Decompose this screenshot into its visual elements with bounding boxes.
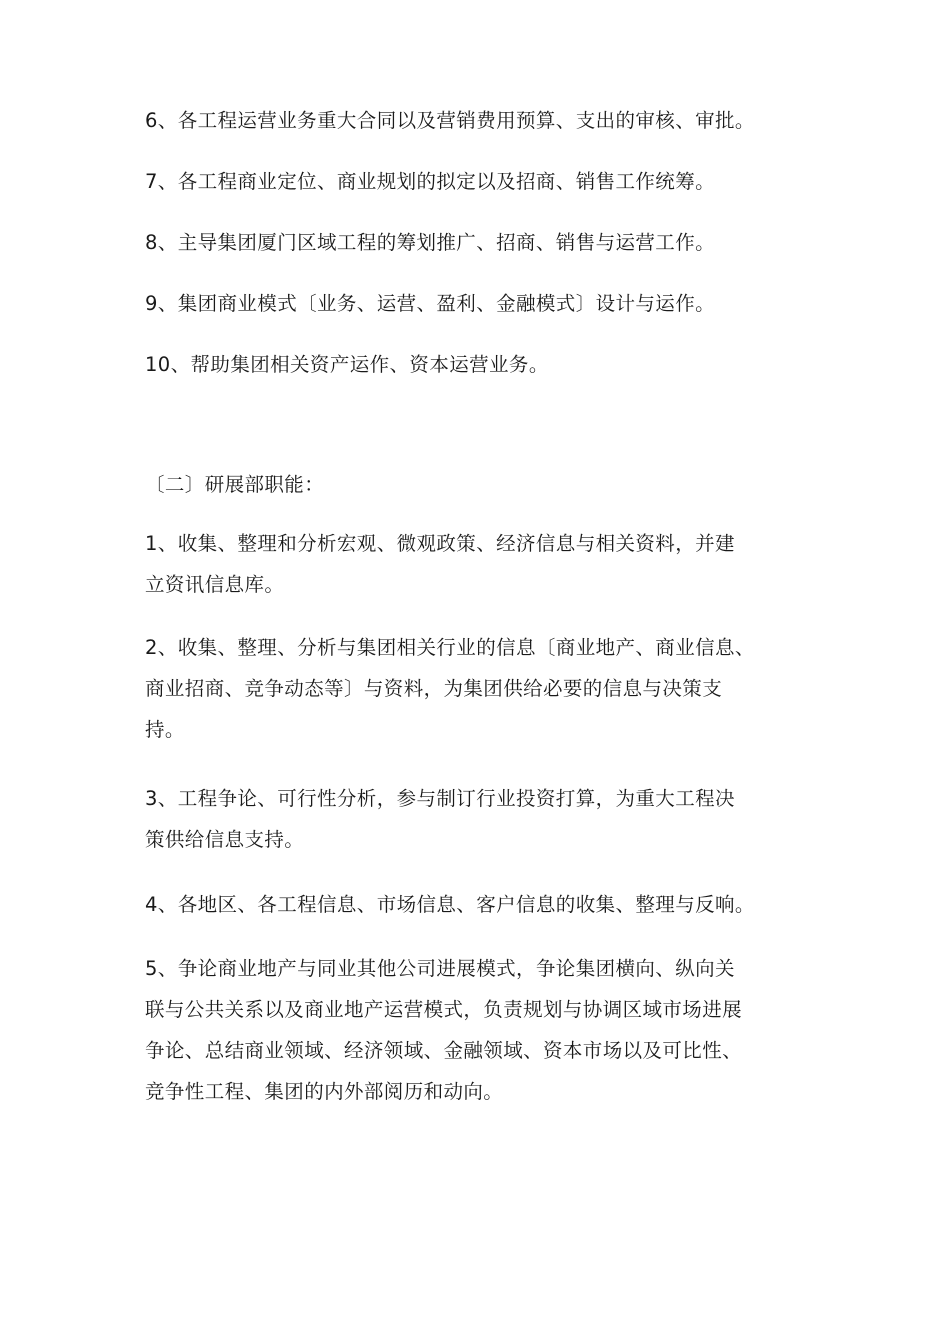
paragraph-line: 10、帮助集团相关资产运作、资本运营业务。	[145, 353, 549, 376]
paragraph-line: 7、各工程商业定位、商业规划的拟定以及招商、销售工作统筹。	[145, 170, 716, 193]
paragraph-line: 持。	[145, 718, 185, 741]
paragraph-line: 8、主导集团厦门区域工程的筹划推广、招商、销售与运营工作。	[145, 231, 716, 254]
list-item	[145, 627, 815, 750]
list-item	[145, 778, 815, 860]
section-heading	[145, 464, 815, 505]
list-item	[145, 222, 815, 263]
paragraph-line: 竞争性工程、集团的内外部阅历和动向。	[145, 1080, 504, 1103]
list-item	[145, 948, 815, 1112]
section-heading-text: 〔二〕研展部职能：	[145, 473, 325, 496]
paragraph-line: 商业招商、竞争动态等〕与资料，为集团供给必要的信息与决策支	[145, 677, 723, 700]
list-item	[145, 884, 815, 925]
paragraph-line: 策供给信息支持。	[145, 828, 305, 851]
paragraph-line: 2、收集、整理、分析与集团相关行业的信息〔商业地产、商业信息、	[145, 636, 755, 659]
paragraph-line: 5、争论商业地产与同业其他公司进展模式，争论集团横向、纵向关	[145, 957, 735, 980]
paragraph-line: 6、各工程运营业务重大合同以及营销费用预算、支出的审核、审批。	[145, 109, 755, 132]
paragraph-line: 1、收集、整理和分析宏观、微观政策、经济信息与相关资料，并建	[145, 532, 735, 555]
list-item	[145, 161, 815, 202]
list-item	[145, 100, 815, 141]
paragraph-line: 争论、总结商业领域、经济领域、金融领域、资本市场以及可比性、	[145, 1039, 743, 1062]
list-item	[145, 283, 815, 324]
paragraph-line: 联与公共关系以及商业地产运营模式，负责规划与协调区域市场进展	[145, 998, 743, 1021]
list-item	[145, 523, 815, 605]
paragraph-line: 立资讯信息库。	[145, 573, 285, 596]
paragraph-line: 3、工程争论、可行性分析，参与制订行业投资打算，为重大工程决	[145, 787, 735, 810]
paragraph-line: 4、各地区、各工程信息、市场信息、客户信息的收集、整理与反响。	[145, 893, 755, 916]
list-item	[145, 344, 815, 385]
paragraph-line: 9、集团商业模式〔业务、运营、盈利、金融模式〕设计与运作。	[145, 292, 716, 315]
